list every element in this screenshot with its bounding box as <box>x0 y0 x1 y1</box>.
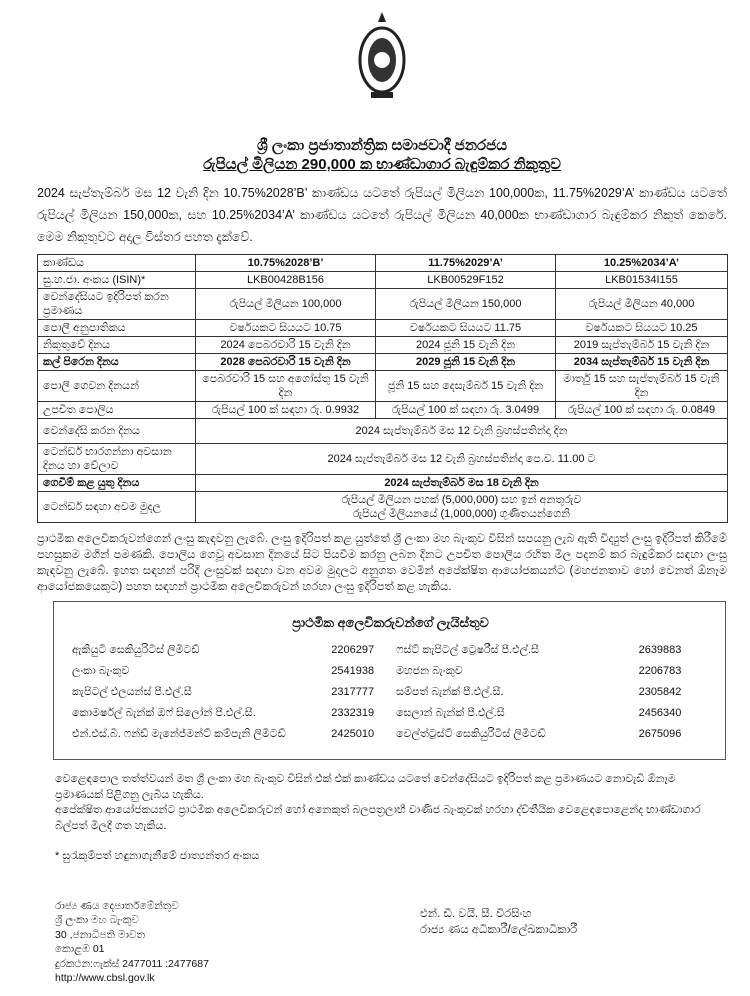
cell: රුපියල් 100 ක් සඳහා රු. 0.9932 <box>196 402 376 419</box>
cell: LKB00428B156 <box>196 272 376 289</box>
dealers-title: ප්‍රාථමික අලෙවිකරුවන්ගේ ලැයිස්තුව <box>292 615 489 630</box>
dealer-phone: 2206783 <box>638 665 682 677</box>
cell: 2024 සැප්තැම්බර් මස 18 වැනි දින <box>196 475 728 492</box>
dealer-phone: 2305842 <box>638 686 682 698</box>
title-issue: රුපියල් මිලියන 290,000 ක භාණ්ඩාගාර බැඳුම්කර නිකුතුව <box>203 156 561 173</box>
row-label: වෙන්දේසි කරන දිනය <box>38 419 196 444</box>
cell: 2034 සැප්තැම්බර් 15 වැනි දින <box>556 354 728 371</box>
cell: 2024 සැප්තැම්බර් මස 12 වැනි බ්‍රහස්පතින්දා පෙ.ව. 11.00 ට <box>196 444 728 475</box>
notes <box>55 772 725 865</box>
title-republic: ශ්‍රී ලංකා ප්‍රජාතාන්ත්‍රික සමාජවාදී ජනරජය <box>256 137 508 154</box>
table-header-row <box>38 255 728 272</box>
row-label: පොලී අනුපාතිකය <box>38 320 196 337</box>
dealer-row <box>68 724 713 745</box>
table-row <box>38 444 728 475</box>
cell: 2029 ජූනි 15 වැනි දින <box>376 354 556 371</box>
cell: වර්ෂයකට සියයට 10.25 <box>556 320 728 337</box>
dealer-row <box>68 682 713 703</box>
address-line: ශ්‍රී ලංකා මහ බැංකුව <box>55 914 139 926</box>
dealer-name: මහජන බැංකුව <box>396 665 463 677</box>
dealers-list <box>68 640 713 745</box>
dealer-phone: 2332319 <box>331 707 375 719</box>
cell: රුපියල් 100 ක් සඳහා රු. 3.0499 <box>376 402 556 419</box>
national-emblem-icon <box>357 10 407 100</box>
dealer-phone: 2317777 <box>331 686 375 698</box>
dealer-phone: 2675096 <box>638 728 682 740</box>
table-row <box>38 337 728 354</box>
address-line: 30 ,ජනාධිපති මාවත <box>55 928 146 941</box>
dealer-phone: 2456340 <box>638 707 682 719</box>
table-row <box>38 272 728 289</box>
cell: රුපියල් මිලියන 40,000 <box>556 289 728 320</box>
cell: රුපියල් 100 ක් සඳහා රු. 0.0849 <box>556 402 728 419</box>
row-label: සු.හ.ජා. අංකය (ISIN)* <box>38 272 196 289</box>
note: අපේක්ෂිත ආයෝජකයන්ට ප්‍රාථමික අලෙවිකරුවන් හෝ අනෙකුත් බලපත්‍රලාභී වාණිජ බැංකුවක් හරහා ද්විතීයික වෙළෙඳපොළෙන්ද භාණ්ඩාගාර බිල්පත් මිලදී ගත හැකිය. <box>55 804 701 832</box>
row-label: උපචිත පොලිය <box>38 402 196 419</box>
row-label: කල් පිරෙන දිනය <box>38 354 196 371</box>
dealer-name: ලංකා බැංකුව <box>72 665 130 677</box>
table-row <box>38 402 728 419</box>
address-line: දුරකථන:ෆැක්ස් 2477011 :2477687 <box>55 957 209 970</box>
dealer-row <box>68 661 713 682</box>
table-row-settlement <box>38 475 728 492</box>
dealer-row <box>68 640 713 661</box>
dealer-phone: 2425010 <box>331 728 375 740</box>
table-row <box>38 371 728 402</box>
dealer-phone: 2639883 <box>638 644 682 656</box>
row-label: වෙන්දේසියට ඉදිරිපත් කරන ප්‍රමාණය <box>38 289 196 320</box>
row-label: පොලී ගෙවන දිනයන් <box>38 371 196 402</box>
address-line: කොළඹ 01 <box>55 943 105 955</box>
cell: LKB00529F152 <box>376 272 556 289</box>
bidding-paragraph: ප්‍රාථමික අලෙවිකරුවන්ගෙන් ලංසු කැඳවනු ලැබේ. ලංසු ඉදිරිපත් කළ යුත්තේ ශ්‍රී ලංකා මහ බැංකුව විසින් සපයනු ලැබ ඇති විද්‍යුත් ලංසු ඉදිරිපත් කිරීමේ පහසුකම මගින් පමණකි. පොලිය ගෙවූ අවසාන දිනයේ සිට පියවීම කරනු ලබන දිනට උපචිත පොලිය රහිත මිල පදනම් කර බැඳුම්කර සඳහා ලංසු කැඳවනු ලැබේ. ඉහත සඳහන් පරිදි ලංසුවක් සඳහා වන අවම මුදලට අනුගත වෙමින් අපේක්ෂිත ආයෝජකයන්ට (මහජනතාව හෝ වෙනත් ඕනෑම ආයෝජකයෙකුට) පහත සඳහන් ප්‍රාථමික අලෙවිකරුවන් හරහා ලංසු ඉදිරිපත් කළ හැකිය. <box>37 533 727 593</box>
cell: රුපියල් මිලියන 150,000 <box>376 289 556 320</box>
address-block <box>55 899 420 986</box>
dealer-name: එන්.එස්.බී. ෆන්ඩ් මැනේජ්මන්ට් කම්පැනි ලිමිටඩ් <box>72 728 286 740</box>
dealer-row <box>68 703 713 724</box>
table-row-maturity <box>38 354 728 371</box>
header-cell: 10.75%2028’B’ <box>196 255 376 272</box>
cell: 2024 පෙබරවාරි 15 වැනි දින <box>196 337 376 354</box>
dealer-name: කොමර්ෂල් බැන්ක් ඔෆ් සිලෝන් පී.එල්.සී. <box>72 707 256 719</box>
address-line: රාජ්‍ය ණය දෙපාර්තමේන්තුව <box>55 899 179 912</box>
cell: රුපියල් මිලියන 100,000 <box>196 289 376 320</box>
row-label: ටෙන්ඩර් භාරගන්නා අවසාන දිනය හා වේලාව <box>38 444 196 475</box>
footer <box>55 899 727 986</box>
cell: 2024 සැප්තැම්බර් මස 12 වැනි බ්‍රහස්පතින්දා දින <box>196 419 728 444</box>
dealer-phone: 2206297 <box>331 644 375 656</box>
signature-block <box>420 906 577 986</box>
intro-paragraph: 2024 සැප්තැම්බර් මස 12 වැනි දින 10.75%2028’B’ කාණ්ඩය යටතේ රුපියල් මිලියන 100,000ක, 11.75%2029’A’ කාණ්ඩය යටතේ රුපියල් මිලියන 150,000ක, සහ 10.25%2034’A’ කාණ්ඩය යටතේ රුපියල් මිලියන 40,000ක භාණ්ඩාගාර බැඳුම්කර නිකුත් කෙරේ. මෙම නිකුතුවට අදාල විස්තර පහත දැක්වේ. <box>37 186 727 244</box>
dealer-name: සම්පත් බැන්ක් පී.එල්.සී. <box>396 686 504 698</box>
row-label: නිකුතුවේ දිනය <box>38 337 196 354</box>
cell: වර්ෂයකට සියයට 11.75 <box>376 320 556 337</box>
dealer-name: වෙල්ත්ට්‍රස්ට් සෙකියුරිටීස් ලිමිටඩ් <box>396 728 546 740</box>
cell-line: රුපියල් මිලියනයේ (1,000,000) ගුණිතයන්ගෙනි <box>352 508 571 520</box>
cell: මාර්තු 15 සහ සැප්තැම්බර් 15 වැනි දින <box>556 371 728 402</box>
primary-dealers-box <box>53 601 726 760</box>
dealer-name: සෙලාන් බැන්ක් පී.එල්.සී <box>396 707 505 719</box>
dealer-name: ඇකියුටි සෙකියුරිටීස් ලිමිටඩ් <box>72 644 200 656</box>
signatory-name: එන්. ඩී. වයි. සී. වීරසිංහ <box>420 907 532 920</box>
bond-details-table <box>37 254 728 523</box>
cell: වර්ෂයකට සියයට 10.75 <box>196 320 376 337</box>
footnote-isin: * සුරැකුම්පත් හඳුනාගැනීමේ ජාත්‍යන්තර අංකය <box>55 850 260 862</box>
header-cell: 11.75%2029’A’ <box>376 255 556 272</box>
note: වෙළෙඳපොල තත්ත්වයන් මත ශ්‍රී ලංකා මහ බැංකුව විසින් එක් එක් කාණ්ඩය යටතේ වෙන්දේසියට ඉදිරිපත් කළ ප්‍රමාණයට නොවැඩි ඕනෑම ප්‍රමාණයක් පිළිගනු ලැබිය හැකිය. <box>55 773 676 801</box>
website-link[interactable]: http://www.cbsl.gov.lk <box>55 972 155 984</box>
cell: 2024 ජූනි 15 වැනි දින <box>376 337 556 354</box>
table-row <box>38 320 728 337</box>
cell: පෙබරවාරි 15 සහ අගෝස්තු 15 වැනි දින <box>196 371 376 402</box>
row-label: ගෙවීම් කළ යුතු දිනය <box>38 475 196 492</box>
cell: 2028 පෙබරවාරි 15 වැනි දින <box>196 354 376 371</box>
table-row <box>38 419 728 444</box>
dealer-name: කැපිටල් එලයන්ස් පී.එල්.සී <box>72 686 192 698</box>
dealer-phone: 2541938 <box>331 665 375 677</box>
signatory-title: රාජ්‍ය ණය අධිකාරී/ලේඛකාධිකාරී <box>420 923 578 936</box>
cell: 2019 සැප්තැම්බර් 15 වැනි දින <box>556 337 728 354</box>
cell: LKB01534I155 <box>556 272 728 289</box>
dealer-name: ෆස්ට් කැපිටල් ට්‍රෙෂරීස් පී.එල්.සී <box>396 644 539 656</box>
header-cell: 10.25%2034’A’ <box>556 255 728 272</box>
cell-line: රුපියල් මිලියන පහක් (5,000,000) සහ ඉන් අනතුරුව <box>341 494 582 506</box>
cell: ජූනි 15 සහ දෙසැම්බර් 15 වැනි දින <box>376 371 556 402</box>
cell <box>196 492 728 523</box>
table-row <box>38 492 728 523</box>
row-label: ටෙන්ඩර් සඳහා අවම මුදල <box>38 492 196 523</box>
table-row <box>38 289 728 320</box>
header-cell: කාණ්ඩය <box>38 255 196 272</box>
